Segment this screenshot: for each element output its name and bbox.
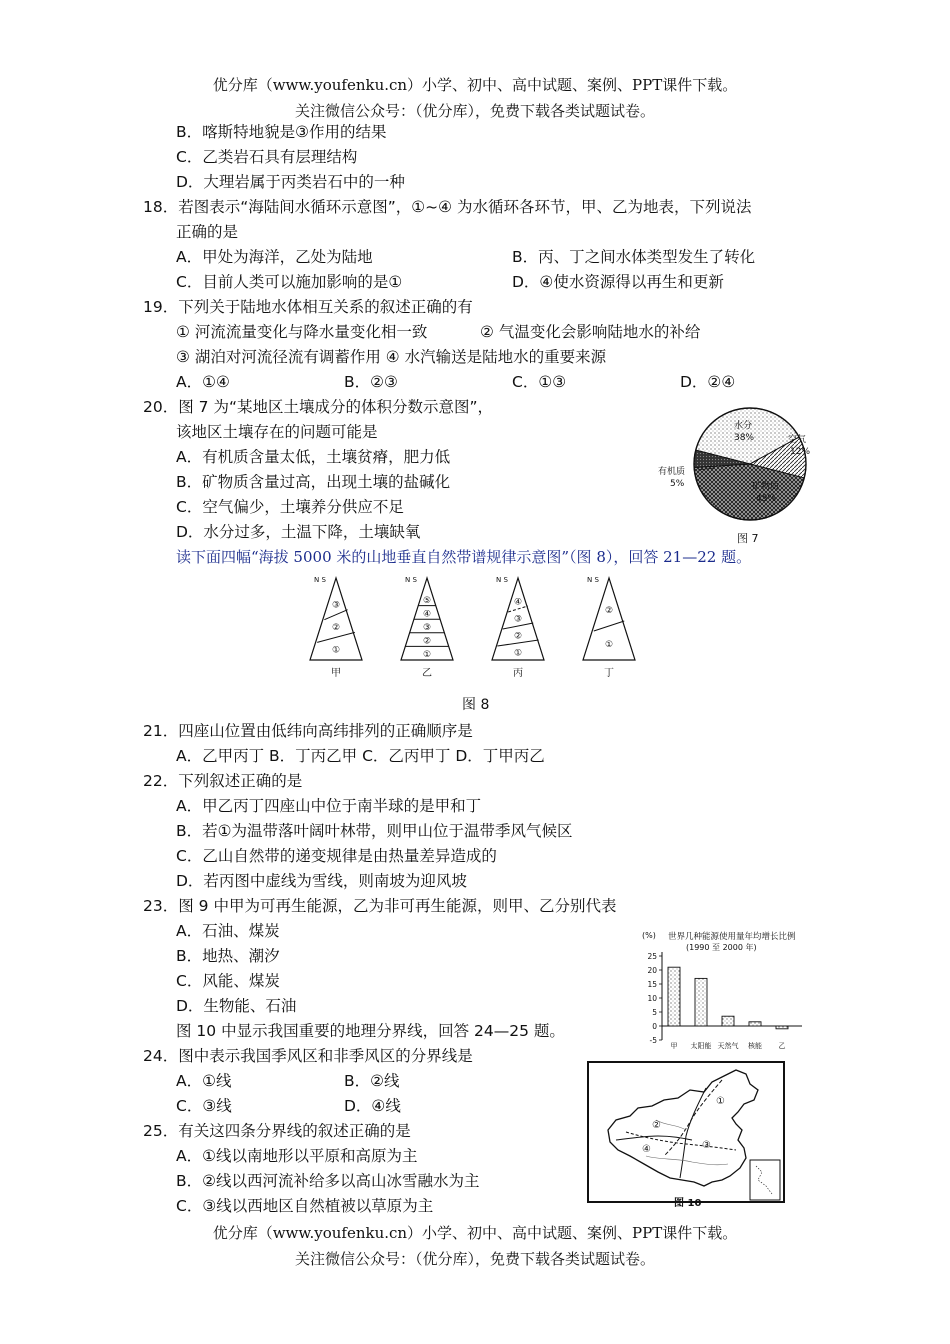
x-tick-label: 太阳能	[690, 1042, 712, 1050]
map-marker-2: ②	[652, 1120, 661, 1131]
q21-options: A．乙甲丙丁 B．丁丙乙甲 C．乙丙甲丁 D．丁甲丙乙	[176, 747, 545, 765]
zone-label: ②	[514, 631, 523, 642]
q23-stem: 23．图 9 中甲为可再生能源，乙为非可再生能源，则甲、乙分别代表	[143, 897, 617, 915]
y-tick-label: 20	[647, 966, 657, 975]
y-tick-label: 0	[652, 1022, 657, 1031]
q19-stem: 19．下列关于陆地水体相互关系的叙述正确的有	[143, 298, 473, 316]
y-tick-label: 5	[652, 1008, 657, 1017]
pie-value-mineral: 45%	[756, 494, 777, 504]
q24-option-a: A．①线	[176, 1072, 232, 1090]
q24-option-b: B．②线	[344, 1072, 400, 1090]
mountain-2	[401, 576, 453, 679]
q23-option-d: D．生物能、石油	[176, 997, 297, 1015]
q19-option-b: B．②③	[344, 373, 398, 391]
bar-2	[695, 978, 707, 1026]
q20-option-d: D．水分过多，土温下降，土壤缺氧	[176, 523, 421, 541]
intro-24-25: 图 10 中显示我国重要的地理分界线，回答 24—25 题。	[176, 1022, 565, 1040]
intro-21-22: 读下面四幅“海拔 5000 米的山地垂直自然带谱规律示意图”（图 8），回答 21—22 题。	[176, 548, 752, 566]
mountain-name: 甲	[331, 668, 341, 679]
q18-option-d: D．④使水资源得以再生和更新	[512, 273, 724, 291]
q17-option-d: D．大理岩属于丙类岩石中的一种	[176, 173, 405, 191]
mountain-name: 丁	[604, 668, 614, 679]
mountain-4	[583, 576, 635, 679]
y-tick-label: 15	[647, 980, 657, 989]
q24-stem: 24．图中表示我国季风区和非季风区的分界线是	[143, 1047, 473, 1065]
ns-label: N S	[587, 576, 599, 584]
bar-4	[749, 1022, 761, 1026]
bar-3	[722, 1016, 734, 1026]
q24-option-c: C．③线	[176, 1097, 232, 1115]
mountain-name: 丙	[513, 668, 523, 679]
pie-label-organic: 有机质	[658, 467, 686, 477]
zone-label: ③	[514, 614, 523, 625]
zone-label: ②	[423, 636, 432, 647]
y-tick-label: -5	[649, 1036, 657, 1045]
bar-1	[668, 967, 680, 1026]
zone-label: ①	[332, 645, 341, 656]
figure-10-caption: 图 10	[674, 1198, 702, 1209]
ns-label: N S	[496, 576, 508, 584]
q25-stem: 25．有关这四条分界线的叙述正确的是	[143, 1122, 411, 1140]
map-marker-3: ③	[702, 1140, 711, 1151]
y-tick-label: 25	[647, 952, 657, 961]
q18-option-c: C．目前人类可以施加影响的是①	[176, 273, 403, 291]
chart-title: 世界几种能源使用量年均增长比例	[668, 932, 796, 942]
q21-stem: 21．四座山位置由低纬向高纬排列的正确顺序是	[143, 722, 473, 740]
q18-option-b: B．丙、丁之间水体类型发生了转化	[512, 248, 756, 266]
mountain-3	[492, 576, 544, 679]
footer-line-1: 优分库（www.youfenku.cn）小学、初中、高中试题、案例、PPT课件下载。	[212, 1224, 738, 1242]
zone-label: ①	[514, 648, 523, 659]
q25-option-c: C．③线以西地区自然植被以草原为主	[176, 1197, 434, 1215]
q20-stem: 20．图 7 为“某地区土壤成分的体积分数示意图”，	[143, 398, 494, 416]
zone-label: ②	[605, 606, 614, 616]
x-tick-label: 天然气	[717, 1042, 739, 1050]
q22-option-a: A．甲乙丙丁四座山中位于南半球的是甲和丁	[176, 797, 482, 815]
q23-option-a: A．石油、煤炭	[176, 922, 280, 940]
header-line-2: 关注微信公众号：（优分库），免费下载各类试题试卷。	[294, 102, 655, 120]
zone-label: ④	[423, 609, 432, 620]
chart-ylabel: (%)	[642, 931, 656, 940]
q24-option-d: D．④线	[344, 1097, 401, 1115]
south-sea-inset	[750, 1160, 780, 1200]
q23-option-b: B．地热、潮汐	[176, 947, 280, 965]
q18-option-a: A．甲处为海洋，乙处为陆地	[176, 248, 373, 266]
zone-label: ⑤	[423, 595, 432, 606]
q22-option-d: D．若丙图中虚线为雪线，则南坡为迎风坡	[176, 872, 467, 890]
pie-value-air: 12%	[790, 447, 811, 457]
bar-5	[776, 1026, 788, 1029]
x-tick-label: 核能	[748, 1042, 762, 1050]
y-tick-label: 10	[647, 994, 657, 1003]
pie-value-water: 38%	[734, 433, 755, 443]
x-tick-label: 甲	[670, 1042, 678, 1050]
q18-stem-cont: 正确的是	[176, 223, 239, 241]
q22-option-c: C．乙山自然带的递变规律是由热量差异造成的	[176, 847, 497, 865]
q22-stem: 22．下列叙述正确的是	[143, 772, 303, 790]
figure-8-mountains	[296, 566, 648, 682]
zone-label: ③	[423, 623, 432, 633]
figure-8-caption: 图 8	[462, 697, 490, 713]
q19-statement-1: ① 河流流量变化与降水量变化相一致	[176, 323, 428, 341]
q19-statement-2: ② 气温变化会影响陆地水的补给	[480, 323, 701, 341]
zone-label: ①	[605, 640, 614, 650]
q19-option-c: C．①③	[512, 373, 567, 391]
mountain-1	[310, 576, 362, 679]
map-marker-4: ④	[642, 1144, 651, 1155]
q25-option-a: A．①线以南地形以平原和高原为主	[176, 1147, 418, 1165]
pie-value-organic: 5%	[670, 479, 685, 489]
ns-label: N S	[405, 576, 417, 584]
zone-label: ②	[332, 623, 341, 633]
mountain-name: 乙	[422, 668, 432, 679]
pie-label-water: 水分	[734, 421, 753, 431]
footer-line-2: 关注微信公众号：（优分库），免费下载各类试题试卷。	[294, 1250, 655, 1268]
q17-option-c: C．乙类岩石具有层理结构	[176, 148, 358, 166]
q17-option-b: B．喀斯特地貌是③作用的结果	[176, 123, 387, 141]
q20-option-c: C．空气偏少，土壤养分供应不足	[176, 498, 404, 516]
figure-7-pie	[652, 398, 822, 548]
q20-stem-cont: 该地区土壤存在的问题可能是	[176, 423, 378, 441]
q20-option-b: B．矿物质含量过高，出现土壤的盐碱化	[176, 473, 451, 491]
q18-stem: 18．若图表示“海陆间水循环示意图”，①~④ 为水循环各环节，甲、乙为地表，下列说法	[143, 198, 752, 216]
pie-label-mineral: 矿物质	[752, 482, 780, 492]
q22-option-b: B．若①为温带落叶阔叶林带，则甲山位于温带季风气候区	[176, 822, 573, 840]
pie-label-air: 空气	[788, 435, 807, 445]
figure-7-caption: 图 7	[737, 532, 759, 545]
zone-label: ①	[423, 650, 432, 661]
figure-9-bar-chart	[642, 926, 814, 1054]
q23-option-c: C．风能、煤炭	[176, 972, 280, 990]
zone-label: ③	[332, 600, 341, 611]
q19-option-d: D．②④	[680, 373, 736, 391]
x-tick-label: 乙	[778, 1042, 786, 1050]
header-line-1: 优分库（www.youfenku.cn）小学、初中、高中试题、案例、PPT课件下载。	[212, 76, 738, 94]
q19-option-a: A．①④	[176, 373, 230, 391]
q19-statements-3-4: ③ 湖泊对河流径流有调蓄作用 ④ 水汽输送是陆地水的重要来源	[176, 348, 607, 366]
ns-label: N S	[314, 576, 326, 584]
zone-label: ④	[514, 597, 523, 608]
chart-subtitle: (1990 至 2000 年)	[686, 943, 757, 952]
figure-10-map	[586, 1060, 788, 1210]
q25-option-b: B．②线以西河流补给多以高山冰雪融水为主	[176, 1172, 480, 1190]
map-marker-1: ①	[716, 1096, 725, 1107]
q20-option-a: A．有机质含量太低，土壤贫瘠，肥力低	[176, 448, 451, 466]
